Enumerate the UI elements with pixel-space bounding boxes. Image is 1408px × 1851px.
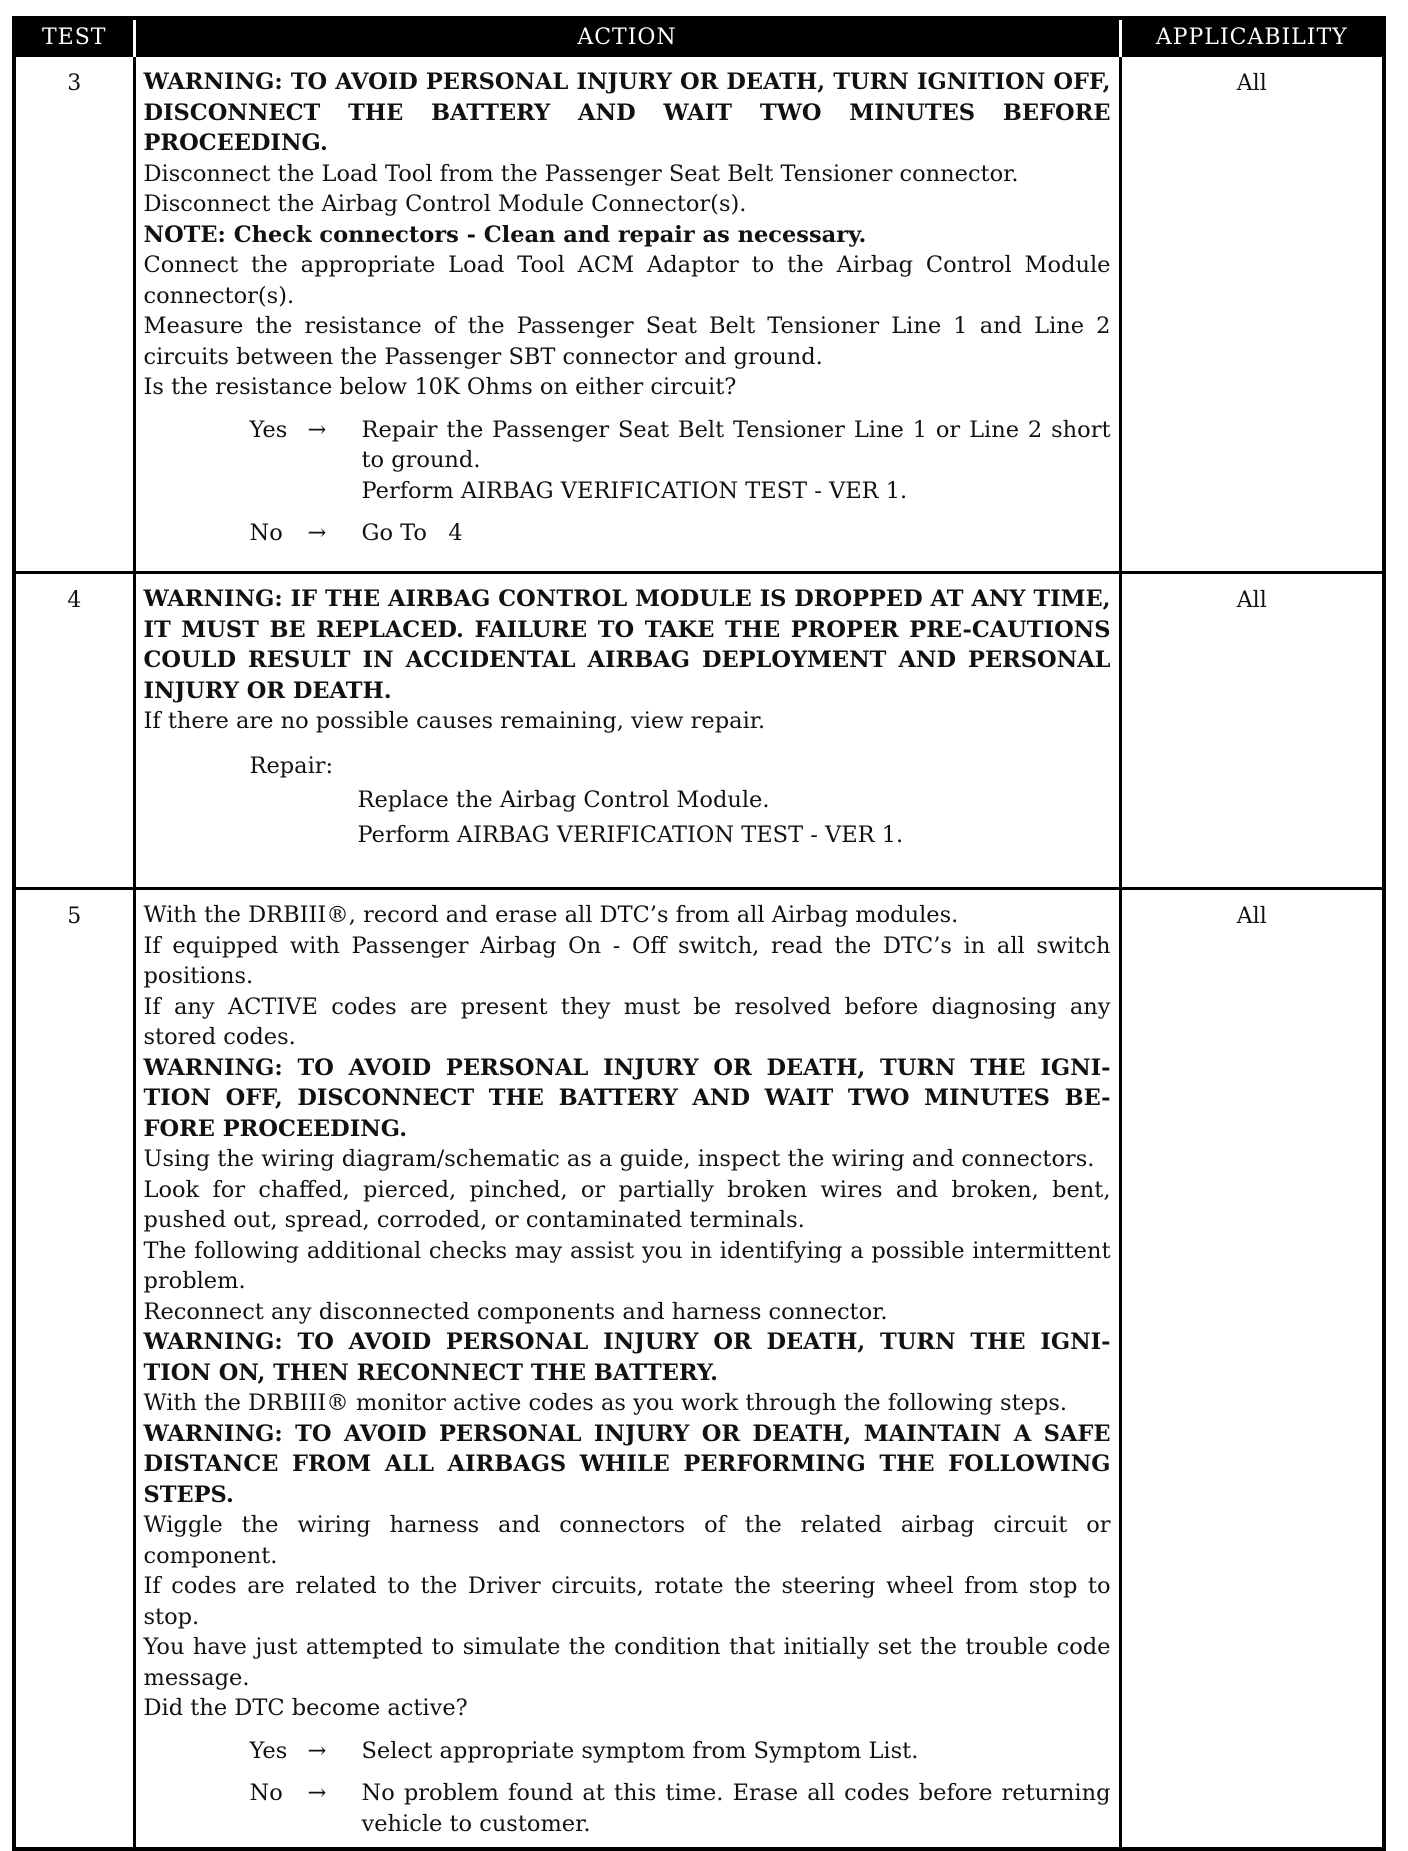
- instruction-line: Reconnect any disconnected components and harness connector.: [143, 1298, 888, 1325]
- no-action-text: Go To 4: [361, 520, 463, 546]
- arrow-icon: →: [307, 416, 327, 443]
- instruction-line: Connect the appropriate Load Tool ACM Adaptor to the Airbag Control Module connector(s).: [143, 252, 1111, 309]
- header-applicability: APPLICABILITY: [1120, 18, 1384, 56]
- no-action-text: No problem found at this time. Erase all codes before returning vehicle to customer.: [361, 1780, 1111, 1837]
- instruction-line: The following additional checks may assist you in identifying a possible intermittent problem.: [143, 1237, 1111, 1294]
- instruction-line: Using the wiring diagram/schematic as a guide, inspect the wiring and connectors.: [143, 1146, 1095, 1172]
- instruction-line: If equipped with Passenger Airbag On - Off switch, read the DTC’s in all switch positions.: [143, 932, 1111, 989]
- action-cell: [134, 56, 1120, 573]
- instruction-line: With the DRBIII® monitor active codes as you work through the following steps.: [143, 1390, 1068, 1416]
- applicability-value: All: [1120, 56, 1384, 573]
- instruction-line: Disconnect the Load Tool from the Passenger Seat Belt Tensioner connector.: [143, 160, 1019, 187]
- instruction-line: You have just attempted to simulate the condition that initially set the trouble code message.: [143, 1634, 1111, 1691]
- no-branch: [250, 1778, 1111, 1839]
- repair-label: Repair:: [249, 752, 334, 779]
- test-number: 5: [14, 889, 134, 1850]
- warning-text: WARNING: TO AVOID PERSONAL INJURY OR DEATH, MAINTAIN A SAFE DISTANCE FROM ALL AIRBAGS WHILE PERFORMING THE FOLLOWING STEPS.: [143, 1420, 1111, 1508]
- yes-action-text: Repair the Passenger Seat Belt Tensioner Line 1 or Line 2 short to ground.: [361, 416, 1111, 473]
- instruction-line: Wiggle the wiring harness and connectors of the related airbag circuit or component.: [143, 1512, 1111, 1569]
- header-action: ACTION: [134, 18, 1120, 56]
- test-number: 4: [14, 573, 134, 889]
- yes-branch: [250, 1736, 1111, 1767]
- table-row-test-3: [14, 56, 1384, 573]
- header-row: [14, 18, 1384, 56]
- warning-text: WARNING: TO AVOID PERSONAL INJURY OR DEATH, TURN THE IGNI-TION ON, THEN RECONNECT THE BATTERY.: [143, 1329, 1111, 1386]
- yes-action: [362, 415, 1111, 507]
- instruction-line: Disconnect the Airbag Control Module Connector(s).: [143, 191, 747, 217]
- yes-branch: [250, 415, 1111, 507]
- header-test: TEST: [14, 18, 134, 56]
- note-text: NOTE: Check connectors - Clean and repair as necessary.: [143, 221, 867, 248]
- no-label: No: [249, 1780, 283, 1806]
- action-cell: [134, 573, 1120, 889]
- arrow-icon: →: [307, 1737, 327, 1764]
- warning-text: WARNING: TO AVOID PERSONAL INJURY OR DEATH, TURN THE IGNI-TION OFF, DISCONNECT THE BATTERY AND WAIT TWO MINUTES BE-FORE PROCEEDING.: [143, 1054, 1111, 1142]
- instruction-line: If codes are related to the Driver circuits, rotate the steering wheel from stop to stop.: [143, 1573, 1111, 1630]
- action-cell: [134, 889, 1120, 1850]
- instruction-line: With the DRBIII®, record and erase all DTC’s from all Airbag modules.: [143, 902, 959, 928]
- table-row-test-4: [14, 573, 1384, 889]
- instruction-line: Look for chaffed, pierced, pinched, or partially broken wires and broken, bent, pushed out, spread, corroded, or contaminated terminals.: [143, 1176, 1111, 1233]
- repair-step: Replace the Airbag Control Module.: [357, 787, 770, 813]
- instruction-line: If any ACTIVE codes are present they must be resolved before diagnosing any stored codes.: [143, 993, 1111, 1050]
- arrow-icon: →: [307, 520, 327, 546]
- question-line: Is the resistance below 10K Ohms on either circuit?: [143, 374, 737, 400]
- table-row-test-5: [14, 889, 1384, 1850]
- warning-text: WARNING: IF THE AIRBAG CONTROL MODULE IS DROPPED AT ANY TIME, IT MUST BE REPLACED. FAILURE TO TAKE THE PROPER PRE-CAUTIONS COULD RESULT IN ACCIDENTAL AIRBAG DEPLOYMENT AND PERSONAL INJURY OR DEATH.: [143, 586, 1111, 704]
- applicability-value: All: [1120, 573, 1384, 889]
- test-number: 3: [14, 56, 134, 573]
- applicability-value: All: [1120, 889, 1384, 1850]
- repair-step: Perform AIRBAG VERIFICATION TEST - VER 1.: [357, 821, 904, 848]
- yes-label: Yes: [249, 416, 288, 443]
- diagnostic-test-table: [12, 16, 1382, 1851]
- yes-label: Yes: [249, 1737, 288, 1764]
- yes-action-text: Select appropriate symptom from Symptom List.: [361, 1737, 919, 1764]
- instruction-line: If there are no possible causes remaining, view repair.: [143, 708, 766, 734]
- test-table: [12, 16, 1386, 1851]
- no-label: No: [249, 520, 283, 546]
- warning-text: WARNING: TO AVOID PERSONAL INJURY OR DEATH, TURN IGNITION OFF, DISCONNECT THE BATTERY AND WAIT TWO MINUTES BEFORE PROCEEDING.: [143, 69, 1111, 156]
- instruction-line: Measure the resistance of the Passenger Seat Belt Tensioner Line 1 and Line 2 circuits between the Passenger SBT connector and ground.: [143, 313, 1111, 370]
- yes-action-text-2: Perform AIRBAG VERIFICATION TEST - VER 1.: [361, 477, 908, 504]
- no-branch: [250, 518, 1111, 549]
- question-line: Did the DTC become active?: [143, 1695, 468, 1721]
- arrow-icon: →: [307, 1780, 327, 1806]
